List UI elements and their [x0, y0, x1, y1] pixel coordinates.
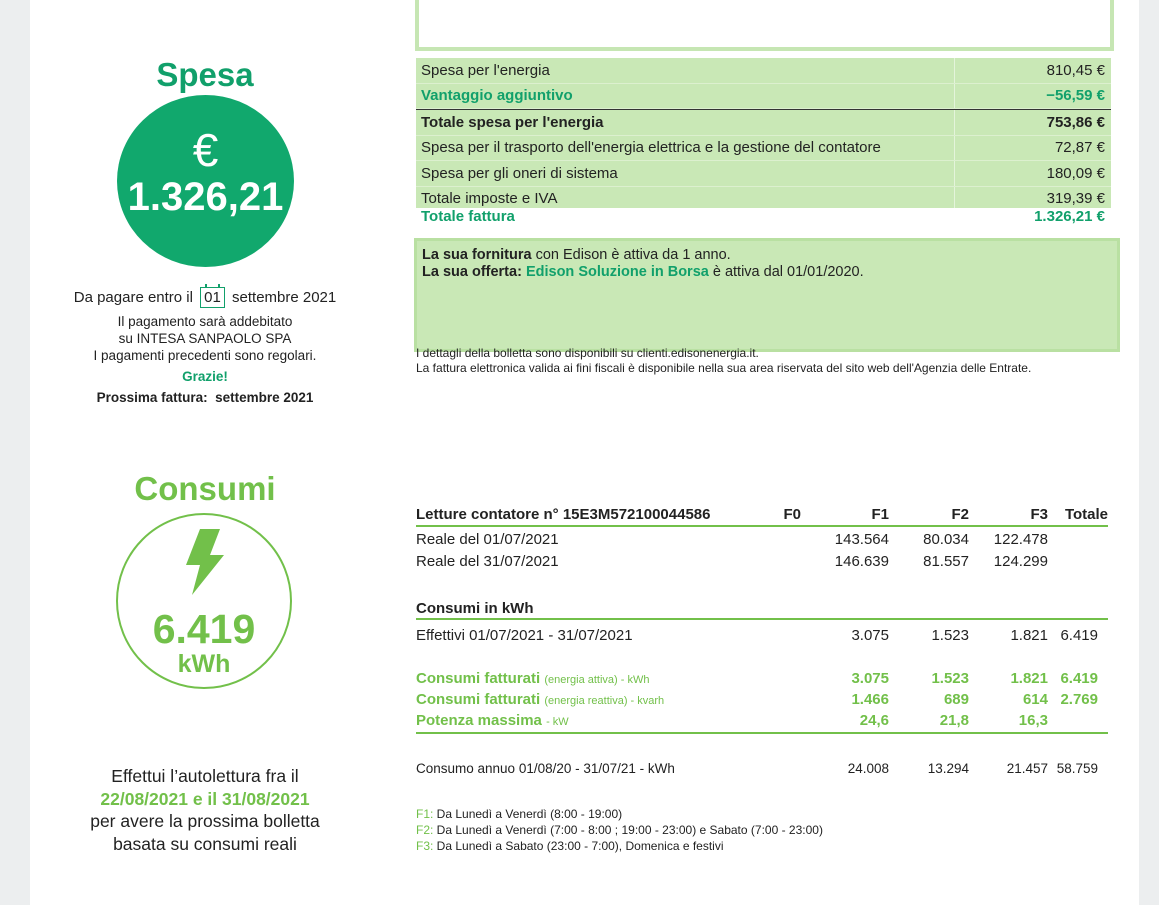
meter-label: Letture contatore n° 15E3M572100044586	[416, 506, 711, 523]
effettivi-row	[416, 627, 1108, 649]
spesa-title: Spesa	[156, 56, 254, 93]
supply-text: con Edison è attiva da 1 anno.	[531, 247, 731, 263]
max-power-f3: 16,3	[1018, 712, 1048, 729]
consumi-title: Consumi	[134, 470, 276, 507]
billed-active-f3: 1.821	[1010, 670, 1048, 687]
col-f1: F1	[871, 506, 889, 523]
divider	[416, 732, 1108, 734]
cost-row	[416, 161, 1111, 187]
cost-value: 810,45 €	[1046, 61, 1105, 79]
payment-note-2: su INTESA SANPAOLO SPA	[118, 331, 292, 346]
billed-active-f1: 3.075	[851, 670, 889, 687]
spesa-total-circle	[117, 95, 294, 267]
reading-f2: 80.034	[923, 531, 969, 548]
reading-row	[416, 531, 1108, 553]
effettivi-f2: 1.523	[931, 627, 969, 644]
consumi-kwh-header	[416, 600, 1108, 620]
annual-f3: 21.457	[1006, 761, 1048, 776]
col-f2: F2	[951, 506, 969, 523]
pay-day: 01	[204, 289, 221, 306]
col-f3: F3	[1030, 506, 1048, 523]
supply-label: La sua fornitura	[422, 247, 532, 263]
supply-info-box	[414, 238, 1120, 352]
reading-f3: 124.299	[993, 553, 1048, 570]
billed-reactive-row	[416, 691, 1108, 713]
cost-value: 72,87 €	[1054, 139, 1105, 157]
calendar-icon	[200, 287, 225, 308]
self-reading-3: per avere la prossima bolletta	[90, 811, 320, 831]
annual-total: 58.759	[1056, 761, 1098, 776]
band-code: F1:	[416, 807, 434, 821]
cost-label: Spesa per l'energia	[416, 58, 955, 83]
lightning-bolt-icon	[184, 529, 224, 595]
effettivi-label: Effettivi 01/07/2021 - 31/07/2021	[416, 627, 633, 644]
billed-active-total: 6.419	[1060, 670, 1098, 687]
cost-value: 180,09 €	[1046, 164, 1105, 182]
reading-f1: 146.639	[834, 553, 889, 570]
note-details: I dettagli della bolletta sono disponibili su clienti.edisonenergia.it.	[416, 346, 759, 360]
total-invoice-row	[416, 208, 1111, 228]
offer-name: Edison Soluzione in Borsa	[525, 264, 709, 280]
consumi-unit: kWh	[177, 650, 231, 678]
band-code: F2:	[416, 823, 434, 837]
effettivi-f3: 1.821	[1010, 627, 1048, 644]
euro-icon: €	[192, 124, 219, 176]
reading-f1: 143.564	[834, 531, 889, 548]
self-reading-4: basata su consumi reali	[113, 833, 297, 854]
consumi-value: 6.419	[152, 606, 256, 652]
col-total: Totale	[1064, 506, 1108, 523]
bill-page	[30, 0, 1139, 905]
annual-label: Consumo annuo 01/08/20 - 31/07/21 - kWh	[416, 761, 675, 776]
billed-reactive-label: Consumi fatturati	[416, 691, 541, 708]
cost-label: Spesa per gli oneri di sistema	[416, 161, 955, 186]
cost-label: Totale imposte e IVA	[416, 187, 955, 212]
effettivi-f1: 3.075	[851, 627, 889, 644]
pay-prefix: Da pagare entro il	[73, 289, 193, 306]
total-invoice-value: 1.326,21 €	[1034, 208, 1105, 225]
self-reading-dates: 22/08/2021 e il 31/08/2021	[100, 788, 310, 809]
cost-value: 753,86 €	[1046, 113, 1105, 131]
consumi-kwh-label: Consumi in kWh	[416, 600, 534, 617]
payment-note-3: I pagamenti precedenti sono regolari.	[93, 348, 317, 363]
reading-f3: 122.478	[993, 531, 1048, 548]
cost-label: Spesa per il trasporto dell'energia elettrica e la gestione del contatore	[416, 136, 955, 161]
cost-table	[416, 58, 1111, 212]
annual-f2: 13.294	[927, 761, 969, 776]
thanks-text: Grazie!	[182, 369, 228, 384]
billed-active-row	[416, 670, 1108, 692]
reading-label: Reale del 01/07/2021	[416, 531, 559, 548]
cost-row	[416, 136, 1111, 162]
payment-note-1: Il pagamento sarà addebitato	[117, 314, 293, 329]
billed-reactive-unit: (energia reattiva) - kvarh	[544, 695, 665, 707]
billed-active-label: Consumi fatturati	[416, 670, 541, 687]
next-invoice	[30, 390, 380, 405]
notes	[416, 346, 1031, 376]
max-power-row	[416, 712, 1108, 734]
offer-label: La sua offerta:	[422, 264, 522, 280]
billed-reactive-f2: 689	[943, 691, 969, 708]
consumi-circle	[116, 513, 292, 689]
max-power-f2: 21,8	[939, 712, 969, 729]
max-power-f1: 24,6	[859, 712, 889, 729]
reading-label: Reale del 31/07/2021	[416, 553, 559, 570]
band-code: F3:	[416, 839, 434, 853]
top-box	[415, 0, 1114, 51]
band-text: Da Lunedì a Sabato (23:00 - 7:00), Domenica e festivi	[433, 839, 724, 853]
spesa-amount: 1.326,21	[127, 175, 284, 219]
meter-header	[416, 506, 1108, 527]
next-invoice-label: Prossima fattura:	[96, 390, 208, 405]
payment-due-line	[30, 287, 380, 308]
effettivi-total: 6.419	[1060, 627, 1098, 644]
band-f3	[416, 838, 823, 854]
billed-active-f2: 1.523	[931, 670, 969, 687]
cost-row	[416, 109, 1111, 136]
cost-value: 319,39 €	[1046, 190, 1105, 208]
reading-f2: 81.557	[923, 553, 969, 570]
note-einvoice: La fattura elettronica valida ai fini fiscali è disponibile nella sua area riservata del sito web dell'Agenzia delle Entrate.	[416, 361, 1032, 375]
cost-label: Totale spesa per l'energia	[416, 110, 955, 135]
pay-suffix: settembre 2021	[232, 289, 337, 306]
offer-text: è attiva dal 01/01/2020.	[708, 264, 864, 280]
annual-consumption-row	[416, 761, 1108, 783]
band-f1	[416, 806, 823, 822]
self-reading-1: Effettui l’autolettura fra il	[111, 766, 299, 786]
offer-line	[422, 264, 1112, 281]
band-f2	[416, 822, 823, 838]
next-invoice-value: settembre 2021	[215, 390, 314, 405]
self-reading-note	[30, 765, 380, 855]
max-power-unit: - kW	[546, 716, 569, 728]
max-power-label: Potenza massima	[416, 712, 542, 729]
billed-reactive-f1: 1.466	[851, 691, 889, 708]
time-bands-legend	[416, 806, 823, 854]
supply-line	[422, 247, 1112, 264]
reading-row	[416, 553, 1108, 575]
cost-label: Vantaggio aggiuntivo	[416, 84, 955, 109]
total-invoice-label: Totale fattura	[421, 208, 515, 225]
cost-value: −56,59 €	[1046, 87, 1105, 105]
billed-reactive-f3: 614	[1022, 691, 1048, 708]
cost-row	[416, 58, 1111, 84]
col-f0: F0	[783, 506, 801, 523]
billed-active-unit: (energia attiva) - kWh	[544, 674, 650, 686]
band-text: Da Lunedì a Venerdì (8:00 - 19:00)	[433, 807, 623, 821]
billed-reactive-total: 2.769	[1060, 691, 1098, 708]
band-text: Da Lunedì a Venerdì (7:00 - 8:00 ; 19:00 - 23:00) e Sabato (7:00 - 23:00)	[433, 823, 823, 837]
cost-row	[416, 84, 1111, 110]
annual-f1: 24.008	[847, 761, 889, 776]
